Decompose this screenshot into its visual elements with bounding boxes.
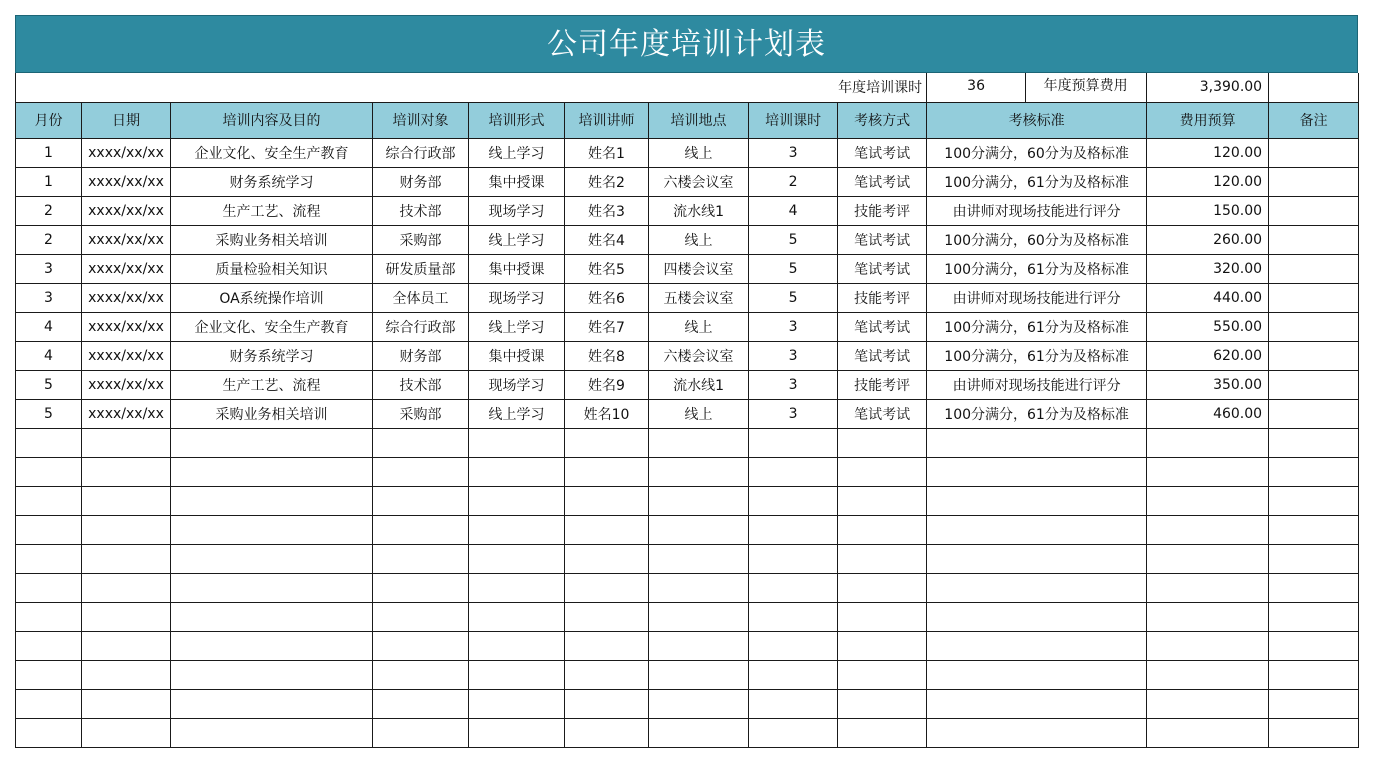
empty-cell[interactable] — [649, 457, 749, 486]
table-cell[interactable]: 440.00 — [1147, 283, 1269, 312]
empty-cell[interactable] — [927, 486, 1147, 515]
table-cell[interactable]: 生产工艺、流程 — [171, 370, 373, 399]
empty-cell[interactable] — [749, 486, 838, 515]
empty-cell[interactable] — [373, 544, 469, 573]
empty-row — [16, 602, 1359, 631]
column-header: 培训形式 — [469, 102, 565, 138]
empty-cell[interactable] — [927, 544, 1147, 573]
training-plan-table — [15, 73, 1359, 748]
empty-cell[interactable] — [373, 660, 469, 689]
table-cell[interactable]: 财务部 — [373, 341, 469, 370]
empty-cell[interactable] — [82, 718, 171, 747]
table-cell[interactable]: 由讲师对现场技能进行评分 — [927, 283, 1147, 312]
table-cell[interactable]: 线上 — [649, 225, 749, 254]
empty-cell[interactable] — [565, 631, 649, 660]
table-cell[interactable]: 五楼会议室 — [649, 283, 749, 312]
table-cell[interactable]: 120.00 — [1147, 167, 1269, 196]
training-plan-sheet — [15, 15, 1358, 748]
empty-cell[interactable] — [1147, 602, 1269, 631]
table-row — [16, 283, 1359, 312]
empty-cell[interactable] — [565, 573, 649, 602]
table-cell[interactable]: 综合行政部 — [373, 312, 469, 341]
table-cell[interactable]: OA系统操作培训 — [171, 283, 373, 312]
empty-cell[interactable] — [469, 428, 565, 457]
empty-cell[interactable] — [649, 689, 749, 718]
table-cell[interactable]: 集中授课 — [469, 341, 565, 370]
table-cell[interactable]: 150.00 — [1147, 196, 1269, 225]
table-cell[interactable]: 姓名2 — [565, 167, 649, 196]
empty-cell[interactable] — [1269, 486, 1359, 515]
empty-cell[interactable] — [749, 602, 838, 631]
annual-budget-label: 年度预算费用 — [1043, 78, 1128, 94]
empty-cell[interactable] — [16, 544, 82, 573]
empty-cell[interactable] — [373, 457, 469, 486]
column-header: 培训讲师 — [565, 102, 649, 138]
empty-cell[interactable] — [469, 457, 565, 486]
column-header: 培训课时 — [749, 102, 838, 138]
table-cell[interactable]: 采购部 — [373, 399, 469, 428]
empty-cell[interactable] — [1269, 573, 1359, 602]
table-cell[interactable]: 笔试考试 — [838, 254, 927, 283]
table-cell[interactable]: 研发质量部 — [373, 254, 469, 283]
table-cell[interactable]: xxxx/xx/xx — [82, 138, 171, 167]
empty-row — [16, 573, 1359, 602]
table-cell[interactable]: 全体员工 — [373, 283, 469, 312]
empty-cell[interactable] — [749, 718, 838, 747]
table-cell[interactable]: xxxx/xx/xx — [82, 196, 171, 225]
table-cell[interactable]: 3 — [749, 370, 838, 399]
empty-cell[interactable] — [838, 602, 927, 631]
table-cell[interactable]: 260.00 — [1147, 225, 1269, 254]
table-cell[interactable]: 线上学习 — [469, 138, 565, 167]
table-cell[interactable]: 现场学习 — [469, 283, 565, 312]
empty-cell[interactable] — [649, 544, 749, 573]
empty-cell[interactable] — [1147, 428, 1269, 457]
empty-cell[interactable] — [16, 718, 82, 747]
table-row — [16, 399, 1359, 428]
table-cell[interactable]: 企业文化、安全生产教育 — [171, 138, 373, 167]
table-cell[interactable]: 技能考评 — [838, 370, 927, 399]
table-cell[interactable]: 100分满分，61分为及格标准 — [927, 399, 1147, 428]
table-cell[interactable]: 3 — [749, 138, 838, 167]
empty-cell[interactable] — [16, 602, 82, 631]
empty-cell[interactable] — [469, 544, 565, 573]
empty-cell[interactable] — [171, 486, 373, 515]
column-header: 培训对象 — [373, 102, 469, 138]
table-cell[interactable]: 550.00 — [1147, 312, 1269, 341]
empty-cell[interactable] — [1147, 660, 1269, 689]
table-cell[interactable]: 笔试考试 — [838, 138, 927, 167]
empty-cell[interactable] — [1147, 631, 1269, 660]
empty-cell[interactable] — [649, 631, 749, 660]
empty-cell[interactable] — [838, 631, 927, 660]
table-cell[interactable]: 100分满分，60分为及格标准 — [927, 138, 1147, 167]
empty-cell[interactable] — [565, 544, 649, 573]
table-row — [16, 312, 1359, 341]
empty-cell[interactable] — [927, 457, 1147, 486]
empty-cell[interactable] — [749, 515, 838, 544]
table-cell[interactable]: 线上 — [649, 312, 749, 341]
table-row — [16, 138, 1359, 167]
empty-cell[interactable] — [373, 486, 469, 515]
table-cell[interactable] — [1269, 196, 1359, 225]
table-cell[interactable]: 采购业务相关培训 — [171, 225, 373, 254]
table-cell[interactable] — [1269, 254, 1359, 283]
empty-cell[interactable] — [927, 660, 1147, 689]
empty-row — [16, 718, 1359, 747]
empty-cell[interactable] — [82, 515, 171, 544]
table-cell[interactable]: 5 — [749, 225, 838, 254]
annual-budget-value[interactable]: 3,390.00 — [1147, 73, 1269, 102]
empty-cell[interactable] — [1147, 573, 1269, 602]
table-cell[interactable]: 线上学习 — [469, 225, 565, 254]
empty-cell[interactable] — [927, 573, 1147, 602]
empty-cell[interactable] — [565, 660, 649, 689]
empty-cell[interactable] — [171, 544, 373, 573]
table-row — [16, 196, 1359, 225]
empty-cell[interactable] — [838, 689, 927, 718]
empty-row — [16, 660, 1359, 689]
empty-cell[interactable] — [469, 631, 565, 660]
table-cell[interactable]: 笔试考试 — [838, 399, 927, 428]
table-cell[interactable]: 姓名9 — [565, 370, 649, 399]
table-cell[interactable]: 100分满分，61分为及格标准 — [927, 167, 1147, 196]
column-header: 考核标准 — [927, 102, 1147, 138]
empty-cell[interactable] — [1269, 660, 1359, 689]
empty-cell[interactable] — [838, 544, 927, 573]
table-cell[interactable] — [1269, 341, 1359, 370]
empty-cell[interactable] — [749, 660, 838, 689]
table-cell[interactable]: 100分满分，61分为及格标准 — [927, 341, 1147, 370]
table-cell[interactable]: 生产工艺、流程 — [171, 196, 373, 225]
table-cell[interactable]: 财务系统学习 — [171, 167, 373, 196]
table-cell[interactable]: 3 — [749, 399, 838, 428]
empty-cell[interactable] — [82, 689, 171, 718]
table-cell[interactable] — [1269, 225, 1359, 254]
table-cell[interactable]: 2 — [749, 167, 838, 196]
table-cell[interactable]: 集中授课 — [469, 167, 565, 196]
empty-cell[interactable] — [565, 689, 649, 718]
empty-cell[interactable] — [927, 515, 1147, 544]
table-cell[interactable]: 3 — [749, 312, 838, 341]
empty-cell[interactable] — [1269, 515, 1359, 544]
empty-cell[interactable] — [649, 602, 749, 631]
empty-cell[interactable] — [1147, 486, 1269, 515]
table-cell[interactable]: xxxx/xx/xx — [82, 370, 171, 399]
empty-cell[interactable] — [469, 573, 565, 602]
empty-cell[interactable] — [469, 718, 565, 747]
column-header: 日期 — [82, 102, 171, 138]
empty-cell[interactable] — [82, 486, 171, 515]
empty-cell[interactable] — [1147, 457, 1269, 486]
table-row — [16, 254, 1359, 283]
empty-cell[interactable] — [1269, 457, 1359, 486]
empty-cell[interactable] — [749, 544, 838, 573]
empty-cell[interactable] — [82, 457, 171, 486]
table-cell[interactable]: 由讲师对现场技能进行评分 — [927, 370, 1147, 399]
empty-cell[interactable] — [838, 718, 927, 747]
table-cell[interactable]: 现场学习 — [469, 370, 565, 399]
table-cell[interactable]: 笔试考试 — [838, 341, 927, 370]
table-cell[interactable]: 线上 — [649, 399, 749, 428]
table-cell[interactable]: 620.00 — [1147, 341, 1269, 370]
empty-cell[interactable] — [749, 689, 838, 718]
empty-cell[interactable] — [373, 515, 469, 544]
empty-cell[interactable] — [838, 486, 927, 515]
empty-cell[interactable] — [649, 486, 749, 515]
empty-cell[interactable] — [927, 689, 1147, 718]
table-cell[interactable]: 100分满分，61分为及格标准 — [927, 312, 1147, 341]
table-cell[interactable]: 120.00 — [1147, 138, 1269, 167]
table-cell[interactable]: 3 — [16, 254, 82, 283]
empty-cell[interactable] — [469, 689, 565, 718]
empty-cell[interactable] — [373, 602, 469, 631]
table-cell[interactable]: 现场学习 — [469, 196, 565, 225]
empty-cell[interactable] — [1269, 689, 1359, 718]
table-cell[interactable]: 技术部 — [373, 370, 469, 399]
empty-cell[interactable] — [82, 660, 171, 689]
empty-cell[interactable] — [373, 718, 469, 747]
empty-cell[interactable] — [1269, 602, 1359, 631]
table-row — [16, 167, 1359, 196]
empty-cell[interactable] — [838, 457, 927, 486]
table-cell[interactable]: 5 — [749, 283, 838, 312]
table-cell[interactable]: xxxx/xx/xx — [82, 312, 171, 341]
table-cell[interactable]: 姓名4 — [565, 225, 649, 254]
annual-hours-label: 年度培训课时 — [749, 73, 927, 102]
empty-cell[interactable] — [1269, 718, 1359, 747]
column-header: 考核方式 — [838, 102, 927, 138]
empty-cell[interactable] — [649, 718, 749, 747]
table-cell[interactable]: 企业文化、安全生产教育 — [171, 312, 373, 341]
table-cell[interactable]: 技能考评 — [838, 283, 927, 312]
empty-row — [16, 428, 1359, 457]
table-cell[interactable]: 5 — [749, 254, 838, 283]
column-header: 费用预算 — [1147, 102, 1269, 138]
table-cell[interactable] — [1269, 312, 1359, 341]
empty-cell[interactable] — [373, 631, 469, 660]
summary-spacer — [16, 73, 749, 102]
empty-cell[interactable] — [749, 573, 838, 602]
empty-cell[interactable] — [838, 573, 927, 602]
empty-cell[interactable] — [749, 631, 838, 660]
table-cell[interactable]: 采购业务相关培训 — [171, 399, 373, 428]
table-cell[interactable]: 线上学习 — [469, 399, 565, 428]
table-row — [16, 370, 1359, 399]
table-cell[interactable]: xxxx/xx/xx — [82, 399, 171, 428]
table-cell[interactable] — [1269, 283, 1359, 312]
empty-cell[interactable] — [469, 660, 565, 689]
table-cell[interactable]: 100分满分，61分为及格标准 — [927, 254, 1147, 283]
table-cell[interactable]: 流水线1 — [649, 196, 749, 225]
empty-cell[interactable] — [838, 515, 927, 544]
table-cell[interactable]: 3 — [16, 283, 82, 312]
empty-cell[interactable] — [927, 718, 1147, 747]
empty-cell[interactable] — [82, 428, 171, 457]
table-cell[interactable]: 1 — [16, 138, 82, 167]
empty-cell[interactable] — [565, 457, 649, 486]
table-cell[interactable]: 2 — [16, 196, 82, 225]
empty-cell[interactable] — [171, 689, 373, 718]
table-cell[interactable]: 流水线1 — [649, 370, 749, 399]
table-cell[interactable] — [1269, 167, 1359, 196]
empty-cell[interactable] — [171, 573, 373, 602]
table-cell[interactable]: 技术部 — [373, 196, 469, 225]
empty-cell[interactable] — [82, 544, 171, 573]
empty-cell[interactable] — [565, 428, 649, 457]
summary-empty-cell[interactable] — [1269, 73, 1359, 102]
empty-cell[interactable] — [565, 515, 649, 544]
table-cell[interactable]: 财务系统学习 — [171, 341, 373, 370]
empty-cell[interactable] — [1269, 428, 1359, 457]
table-cell[interactable]: xxxx/xx/xx — [82, 167, 171, 196]
column-header: 培训内容及目的 — [171, 102, 373, 138]
empty-cell[interactable] — [649, 515, 749, 544]
table-cell[interactable]: 笔试考试 — [838, 225, 927, 254]
table-row — [16, 341, 1359, 370]
table-cell[interactable]: 集中授课 — [469, 254, 565, 283]
table-cell[interactable]: 350.00 — [1147, 370, 1269, 399]
table-cell[interactable]: 四楼会议室 — [649, 254, 749, 283]
table-cell[interactable]: 财务部 — [373, 167, 469, 196]
empty-cell[interactable] — [1147, 689, 1269, 718]
empty-cell[interactable] — [16, 573, 82, 602]
table-cell[interactable]: 姓名10 — [565, 399, 649, 428]
empty-cell[interactable] — [1147, 515, 1269, 544]
table-cell[interactable]: 姓名8 — [565, 341, 649, 370]
empty-cell[interactable] — [927, 602, 1147, 631]
summary-split-cell — [927, 73, 1147, 102]
empty-row — [16, 544, 1359, 573]
table-cell[interactable]: 5 — [16, 399, 82, 428]
table-cell[interactable]: 4 — [749, 196, 838, 225]
column-header: 培训地点 — [649, 102, 749, 138]
table-cell[interactable]: 线上 — [649, 138, 749, 167]
empty-row — [16, 689, 1359, 718]
empty-cell[interactable] — [16, 457, 82, 486]
empty-cell[interactable] — [373, 428, 469, 457]
empty-cell[interactable] — [171, 457, 373, 486]
header-row — [16, 102, 1359, 138]
empty-cell[interactable] — [749, 428, 838, 457]
empty-cell[interactable] — [649, 573, 749, 602]
empty-cell[interactable] — [171, 602, 373, 631]
empty-row — [16, 631, 1359, 660]
table-cell[interactable]: xxxx/xx/xx — [82, 341, 171, 370]
empty-cell[interactable] — [16, 660, 82, 689]
table-cell[interactable]: 六楼会议室 — [649, 167, 749, 196]
empty-cell[interactable] — [1147, 544, 1269, 573]
empty-cell[interactable] — [171, 631, 373, 660]
table-cell[interactable]: 姓名1 — [565, 138, 649, 167]
table-cell[interactable]: 综合行政部 — [373, 138, 469, 167]
empty-cell[interactable] — [1269, 631, 1359, 660]
annual-hours-value[interactable]: 36 — [967, 78, 985, 94]
empty-cell[interactable] — [565, 602, 649, 631]
sheet-title: 公司年度培训计划表 — [15, 15, 1358, 73]
empty-cell[interactable] — [927, 631, 1147, 660]
empty-cell[interactable] — [469, 515, 565, 544]
table-cell[interactable]: 笔试考试 — [838, 312, 927, 341]
table-cell[interactable]: 2 — [16, 225, 82, 254]
empty-cell[interactable] — [469, 486, 565, 515]
empty-cell[interactable] — [565, 486, 649, 515]
table-cell[interactable]: xxxx/xx/xx — [82, 254, 171, 283]
table-cell[interactable]: 4 — [16, 341, 82, 370]
table-cell[interactable] — [1269, 370, 1359, 399]
empty-cell[interactable] — [749, 457, 838, 486]
empty-cell[interactable] — [469, 602, 565, 631]
empty-cell[interactable] — [171, 515, 373, 544]
table-cell[interactable]: xxxx/xx/xx — [82, 225, 171, 254]
table-cell[interactable]: 技能考评 — [838, 196, 927, 225]
table-cell[interactable]: 六楼会议室 — [649, 341, 749, 370]
empty-cell[interactable] — [373, 689, 469, 718]
table-cell[interactable]: 1 — [16, 167, 82, 196]
empty-cell[interactable] — [649, 660, 749, 689]
empty-cell[interactable] — [82, 602, 171, 631]
empty-cell[interactable] — [16, 428, 82, 457]
empty-cell[interactable] — [838, 660, 927, 689]
empty-cell[interactable] — [82, 573, 171, 602]
empty-cell[interactable] — [565, 718, 649, 747]
table-row — [16, 225, 1359, 254]
empty-cell[interactable] — [171, 660, 373, 689]
empty-cell[interactable] — [838, 428, 927, 457]
empty-cell[interactable] — [171, 428, 373, 457]
table-cell[interactable]: 姓名6 — [565, 283, 649, 312]
empty-cell[interactable] — [1269, 544, 1359, 573]
column-header: 月份 — [16, 102, 82, 138]
empty-cell[interactable] — [82, 631, 171, 660]
empty-cell[interactable] — [1147, 718, 1269, 747]
empty-row — [16, 457, 1359, 486]
column-header: 备注 — [1269, 102, 1359, 138]
empty-cell[interactable] — [16, 631, 82, 660]
table-cell[interactable]: 姓名7 — [565, 312, 649, 341]
table-cell[interactable]: 460.00 — [1147, 399, 1269, 428]
table-cell[interactable]: xxxx/xx/xx — [82, 283, 171, 312]
table-cell[interactable]: 4 — [16, 312, 82, 341]
summary-row — [16, 73, 1359, 102]
table-cell[interactable]: 3 — [749, 341, 838, 370]
empty-row — [16, 486, 1359, 515]
table-cell[interactable] — [1269, 399, 1359, 428]
empty-cell[interactable] — [927, 428, 1147, 457]
empty-cell[interactable] — [16, 486, 82, 515]
empty-cell[interactable] — [649, 428, 749, 457]
table-cell[interactable] — [1269, 138, 1359, 167]
table-cell[interactable]: 采购部 — [373, 225, 469, 254]
table-cell[interactable]: 质量检验相关知识 — [171, 254, 373, 283]
table-cell[interactable]: 100分满分，60分为及格标准 — [927, 225, 1147, 254]
empty-cell[interactable] — [373, 573, 469, 602]
table-cell[interactable]: 320.00 — [1147, 254, 1269, 283]
empty-cell[interactable] — [16, 515, 82, 544]
table-cell[interactable]: 5 — [16, 370, 82, 399]
empty-cell[interactable] — [171, 718, 373, 747]
table-cell[interactable]: 姓名3 — [565, 196, 649, 225]
table-cell[interactable]: 由讲师对现场技能进行评分 — [927, 196, 1147, 225]
table-cell[interactable]: 姓名5 — [565, 254, 649, 283]
table-cell[interactable]: 笔试考试 — [838, 167, 927, 196]
table-cell[interactable]: 线上学习 — [469, 312, 565, 341]
empty-row — [16, 515, 1359, 544]
empty-cell[interactable] — [16, 689, 82, 718]
